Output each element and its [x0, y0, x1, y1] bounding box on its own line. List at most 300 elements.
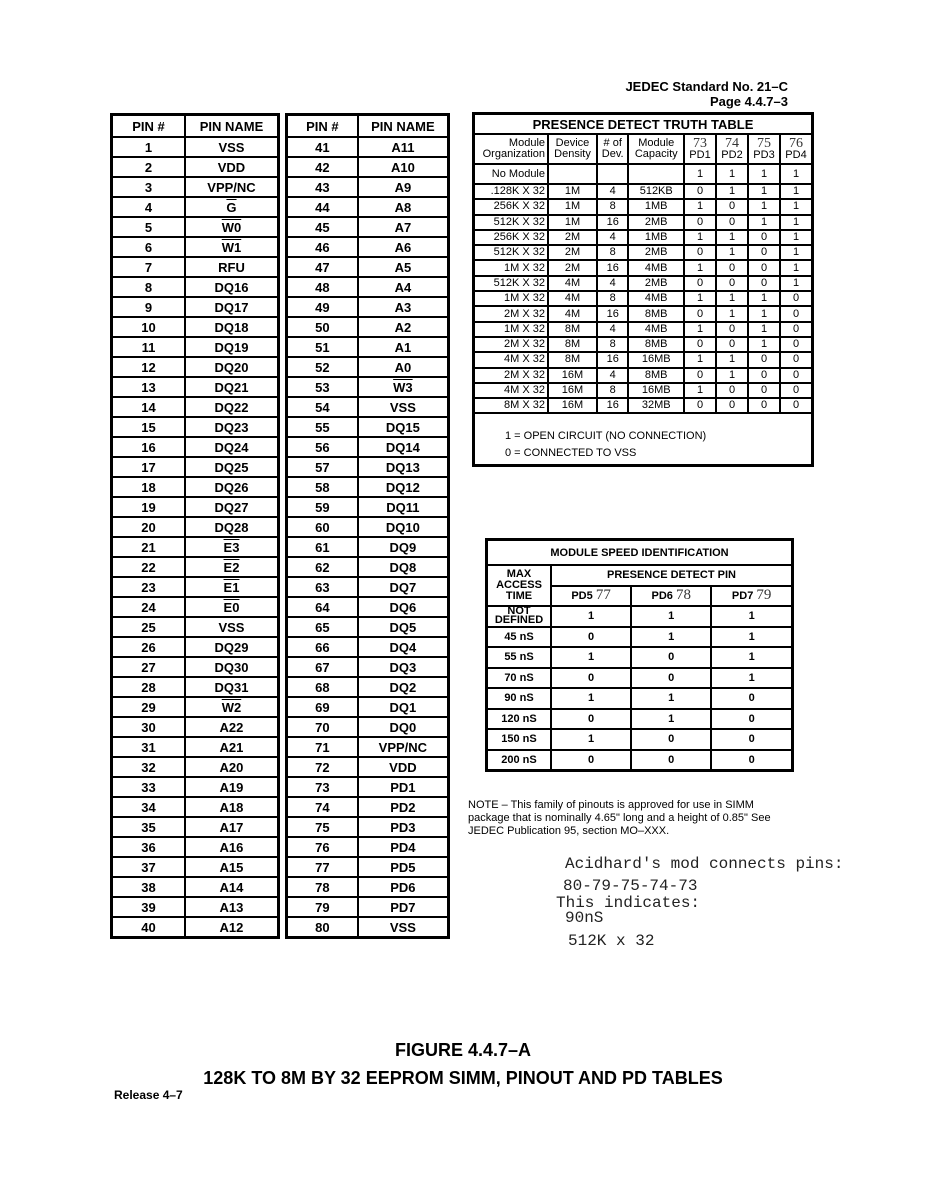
- pin-number: 8: [112, 277, 185, 297]
- pin-row: [287, 317, 449, 337]
- speed-cell: 0: [711, 688, 792, 709]
- pin-name: DQ1: [358, 697, 449, 717]
- pd-cell: 4MB: [628, 260, 684, 275]
- pin-row: [287, 257, 449, 277]
- pin-name: DQ29: [185, 637, 279, 657]
- pin-number: 13: [112, 377, 185, 397]
- pin-name: A20: [185, 757, 279, 777]
- pd-cell: 1M X 32: [474, 322, 549, 337]
- pin-name: DQ14: [358, 437, 449, 457]
- annotation-line-3: This indicates:: [556, 894, 701, 912]
- column-header-label: Device Density: [554, 137, 591, 160]
- pd-cell: 0: [684, 245, 716, 260]
- speed-cell: 0: [711, 729, 792, 750]
- pin-name: A19: [185, 777, 279, 797]
- pin-label: PD5: [571, 590, 593, 603]
- pin-name: E3: [185, 537, 279, 557]
- pin-number: 80: [287, 917, 358, 938]
- pd-cell: 256K X 32: [474, 199, 549, 214]
- pd-cell: 1: [716, 306, 748, 321]
- pin-row: [112, 917, 279, 938]
- pin-number: 47: [287, 257, 358, 277]
- pd-cell: 512K X 32: [474, 245, 549, 260]
- pin-row: [112, 237, 279, 257]
- handwritten-pin-number: 77: [595, 587, 611, 604]
- pin-row: [112, 637, 279, 657]
- pd-cell: 0: [716, 199, 748, 214]
- pd-cell: 1: [684, 230, 716, 245]
- pin-number: 55: [287, 417, 358, 437]
- pd-row: [474, 215, 813, 230]
- pd-row: [474, 199, 813, 214]
- pin-name: DQ3: [358, 657, 449, 677]
- pd-cell: 1: [780, 230, 813, 245]
- pin-name: A12: [185, 917, 279, 938]
- speed-row: [487, 688, 793, 709]
- pin-number: 17: [112, 457, 185, 477]
- pd-cell: 0: [716, 337, 748, 352]
- pin-name: DQ10: [358, 517, 449, 537]
- speed-cell: 45 nS: [487, 627, 552, 648]
- pin-number: 54: [287, 397, 358, 417]
- handwritten-pin-number: 75: [757, 135, 771, 151]
- pin-row: [112, 557, 279, 577]
- pin-name: DQ13: [358, 457, 449, 477]
- column-header: [780, 134, 813, 164]
- pin-number: 68: [287, 677, 358, 697]
- pin-name: A13: [185, 897, 279, 917]
- pd-cell: 0: [716, 276, 748, 291]
- pd-cell: 4M X 32: [474, 352, 549, 367]
- pin-name: DQ21: [185, 377, 279, 397]
- pin-row: [287, 177, 449, 197]
- speed-row: [487, 668, 793, 689]
- pd-cell: 4MB: [628, 322, 684, 337]
- pd-cell: 1: [748, 322, 780, 337]
- pd-cell: 1MB: [628, 199, 684, 214]
- column-header: [711, 586, 792, 607]
- figure-number: FIGURE 4.4.7–A: [394, 1040, 532, 1060]
- pd-cell: 1: [684, 383, 716, 398]
- pin-name: A21: [185, 737, 279, 757]
- pd-cell: 2M: [548, 245, 597, 260]
- pd-cell: 1: [748, 215, 780, 230]
- pd-row: [474, 337, 813, 352]
- pin-name: A14: [185, 877, 279, 897]
- pin-number: 49: [287, 297, 358, 317]
- pd-cell: 1M X 32: [474, 260, 549, 275]
- pd-cell: 8: [597, 199, 628, 214]
- pin-label: PD7: [731, 590, 754, 603]
- pin-name: VSS: [358, 917, 449, 938]
- pin-number: 25: [112, 617, 185, 637]
- speed-cell: NOT DEFINED: [487, 606, 552, 627]
- column-header: [748, 134, 780, 164]
- pin-number: 36: [112, 837, 185, 857]
- pin-number: 37: [112, 857, 185, 877]
- pin-row: [287, 777, 449, 797]
- pd-row: [474, 352, 813, 367]
- speed-cell: 1: [711, 606, 792, 627]
- pin-name: A4: [358, 277, 449, 297]
- handwritten-pin-number: 74: [725, 135, 739, 151]
- pin-row: [112, 657, 279, 677]
- pin-row: [287, 577, 449, 597]
- pd-cell: 2M: [548, 260, 597, 275]
- pd-row: [474, 260, 813, 275]
- pin-row: [287, 477, 449, 497]
- column-header-pin-name: PIN NAME: [358, 115, 449, 138]
- pin-number: 30: [112, 717, 185, 737]
- pd-cell: 512KB: [628, 184, 684, 199]
- pin-name: W0: [185, 217, 279, 237]
- pd-cell: 4M: [548, 306, 597, 321]
- pin-row: [112, 217, 279, 237]
- pin-row: [112, 817, 279, 837]
- pd-cell: 8MB: [628, 306, 684, 321]
- pd-cell: 1: [684, 199, 716, 214]
- column-header-label: PD2: [721, 148, 743, 161]
- pin-number: 76: [287, 837, 358, 857]
- annotation-line-1: Acidhard's mod connects pins:: [565, 855, 844, 873]
- pin-number: 73: [287, 777, 358, 797]
- note: NOTE – This family of pinouts is approved for use in SIMM package that is nominally 4.65" long and a height of 0.85" See JEDEC Publication 95, section MO–XXX.: [468, 799, 771, 837]
- pin-name: DQ0: [358, 717, 449, 737]
- pin-row: [112, 757, 279, 777]
- pin-row: [287, 917, 449, 938]
- module-speed-table: [485, 538, 794, 772]
- speed-row: [487, 647, 793, 668]
- pin-name: A16: [185, 837, 279, 857]
- pin-number: 16: [112, 437, 185, 457]
- pin-row: [112, 677, 279, 697]
- column-header-label: PD3: [753, 148, 775, 161]
- pd-cell: 0: [684, 337, 716, 352]
- pd-cell: 0: [780, 368, 813, 383]
- pd-cell: [597, 164, 628, 184]
- pin-name: A7: [358, 217, 449, 237]
- pd-cell: 1: [780, 276, 813, 291]
- pd-cell: 1: [716, 184, 748, 199]
- pd-cell: 0: [748, 276, 780, 291]
- pd-cell: 1: [684, 260, 716, 275]
- pin-name: A2: [358, 317, 449, 337]
- pin-name: DQ8: [358, 557, 449, 577]
- pin-name: DQ16: [185, 277, 279, 297]
- pd-cell: 1M: [548, 184, 597, 199]
- pin-name: A8: [358, 197, 449, 217]
- column-header: [716, 134, 748, 164]
- pd-cell: 1: [716, 352, 748, 367]
- pin-row: [287, 897, 449, 917]
- pin-row: [112, 537, 279, 557]
- pin-name: PD4: [358, 837, 449, 857]
- pin-number: 24: [112, 597, 185, 617]
- pin-number: 35: [112, 817, 185, 837]
- pin-name: DQ9: [358, 537, 449, 557]
- pd-cell: 8: [597, 383, 628, 398]
- pin-name: DQ24: [185, 437, 279, 457]
- pin-row: [112, 617, 279, 637]
- pd-cell: .128K X 32: [474, 184, 549, 199]
- speed-cell: 0: [551, 627, 631, 648]
- pd-cell: 2M X 32: [474, 368, 549, 383]
- pd-row: [474, 184, 813, 199]
- pd-cell: 512K X 32: [474, 215, 549, 230]
- pd-cell: 16: [597, 352, 628, 367]
- pd-cell: 4: [597, 368, 628, 383]
- pin-name: DQ26: [185, 477, 279, 497]
- pin-number: 65: [287, 617, 358, 637]
- pd-cell: 8MB: [628, 368, 684, 383]
- pd-row: [474, 368, 813, 383]
- pd-legend: [474, 413, 813, 466]
- pd-row: [474, 164, 813, 184]
- pin-table-left: [110, 113, 280, 939]
- pin-name: PD1: [358, 777, 449, 797]
- pd-cell: 0: [716, 398, 748, 413]
- pin-number: 61: [287, 537, 358, 557]
- pin-name: DQ20: [185, 357, 279, 377]
- pin-number: 19: [112, 497, 185, 517]
- pin-row: [287, 617, 449, 637]
- column-header: [548, 134, 597, 164]
- pin-number: 1: [112, 137, 185, 157]
- pin-name: DQ30: [185, 657, 279, 677]
- speed-cell: 1: [551, 606, 631, 627]
- pin-name: DQ25: [185, 457, 279, 477]
- pin-row: [287, 497, 449, 517]
- speed-cell: 90 nS: [487, 688, 552, 709]
- pin-row: [112, 337, 279, 357]
- pin-name: W1: [185, 237, 279, 257]
- speed-row: [487, 606, 793, 627]
- pin-row: [287, 557, 449, 577]
- pin-name: PD7: [358, 897, 449, 917]
- pd-cell: 8M: [548, 322, 597, 337]
- pd-row: [474, 383, 813, 398]
- pin-row: [112, 137, 279, 157]
- pd-cell: 512K X 32: [474, 276, 549, 291]
- pin-row: [287, 277, 449, 297]
- pin-number: 71: [287, 737, 358, 757]
- pin-row: [112, 877, 279, 897]
- pin-number: 75: [287, 817, 358, 837]
- pin-number: 63: [287, 577, 358, 597]
- pin-number: 59: [287, 497, 358, 517]
- pd-cell: 1: [684, 164, 716, 184]
- legend-line: 1 = OPEN CIRCUIT (NO CONNECTION): [505, 430, 707, 443]
- pin-row: [112, 837, 279, 857]
- pin-name: A10: [358, 157, 449, 177]
- pin-row: [112, 777, 279, 797]
- pd-title-row: [474, 114, 813, 135]
- pin-name: DQ4: [358, 637, 449, 657]
- pin-name: VDD: [358, 757, 449, 777]
- pd-cell: 0: [716, 322, 748, 337]
- pd-cell: 1: [716, 164, 748, 184]
- pin-number: 6: [112, 237, 185, 257]
- pin-name: RFU: [185, 257, 279, 277]
- speed-cell: 1: [631, 688, 711, 709]
- pin-name: A17: [185, 817, 279, 837]
- pd-cell: 32MB: [628, 398, 684, 413]
- pin-number: 43: [287, 177, 358, 197]
- pin-name: $\overline{G}$: [185, 197, 279, 217]
- pin-number: 33: [112, 777, 185, 797]
- pin-row: [287, 217, 449, 237]
- pin-number: 79: [287, 897, 358, 917]
- pin-number: 5: [112, 217, 185, 237]
- pin-number: 70: [287, 717, 358, 737]
- speed-cell: 55 nS: [487, 647, 552, 668]
- pd-cell: 4: [597, 184, 628, 199]
- handwritten-pin-number: 76: [789, 135, 803, 151]
- pin-number: 26: [112, 637, 185, 657]
- pin-row: [112, 477, 279, 497]
- pd-cell: 0: [780, 291, 813, 306]
- pin-row: [112, 297, 279, 317]
- pin-number: 34: [112, 797, 185, 817]
- pin-number: 14: [112, 397, 185, 417]
- pd-cell: 0: [748, 245, 780, 260]
- pin-name: DQ7: [358, 577, 449, 597]
- pin-number: 7: [112, 257, 185, 277]
- pin-table-header: [287, 115, 449, 138]
- pin-number: 9: [112, 297, 185, 317]
- column-header-label: Module Organization: [482, 137, 545, 160]
- pin-number: 45: [287, 217, 358, 237]
- pd-cell: 1M: [548, 199, 597, 214]
- column-header: [597, 134, 628, 164]
- pd-cell: 1M X 32: [474, 291, 549, 306]
- pin-name: A11: [358, 137, 449, 157]
- column-header-label: Module Capacity: [634, 137, 678, 160]
- speed-row: [487, 729, 793, 750]
- column-header-pin: PIN #: [287, 115, 358, 138]
- pd-cell: 8: [597, 291, 628, 306]
- pd-row: [474, 322, 813, 337]
- pd-cell: 8: [597, 245, 628, 260]
- pin-row: [287, 437, 449, 457]
- pin-row: [287, 877, 449, 897]
- pd-cell: 1: [684, 291, 716, 306]
- pin-number: 32: [112, 757, 185, 777]
- pd-cell: 16M: [548, 398, 597, 413]
- pin-row: [287, 657, 449, 677]
- pd-row: [474, 245, 813, 260]
- pin-row: [287, 197, 449, 217]
- pd-cell: 16M: [548, 383, 597, 398]
- pd-cell: 2MB: [628, 276, 684, 291]
- pd-cell: 1: [748, 291, 780, 306]
- speed-cell: 1: [551, 647, 631, 668]
- speed-cell: 70 nS: [487, 668, 552, 689]
- pd-cell: 4M: [548, 291, 597, 306]
- pd-cell: 0: [716, 383, 748, 398]
- pin-table-header: [112, 115, 279, 138]
- pin-name: A9: [358, 177, 449, 197]
- pin-row: [287, 797, 449, 817]
- pd-cell: 0: [780, 383, 813, 398]
- pin-row: [112, 417, 279, 437]
- speed-cell: 1: [711, 647, 792, 668]
- speed-cell: 0: [551, 709, 631, 730]
- pin-name: DQ5: [358, 617, 449, 637]
- pd-cell: 0: [748, 230, 780, 245]
- pin-number: 31: [112, 737, 185, 757]
- speed-cell: 1: [631, 606, 711, 627]
- speed-cell: 0: [631, 750, 711, 771]
- pd-row: [474, 291, 813, 306]
- column-header-label: PD1: [689, 148, 711, 161]
- pd-cell: 1: [716, 245, 748, 260]
- pin-row: [112, 457, 279, 477]
- speed-cell: 0: [711, 750, 792, 771]
- pin-row: [112, 317, 279, 337]
- pd-cell: 8MB: [628, 337, 684, 352]
- pin-row: [287, 837, 449, 857]
- speed-cell: 0: [631, 647, 711, 668]
- pin-name: DQ17: [185, 297, 279, 317]
- pd-cell: 4: [597, 230, 628, 245]
- pin-name: DQ23: [185, 417, 279, 437]
- column-header: [631, 586, 711, 607]
- speed-cell: 0: [631, 668, 711, 689]
- pd-cell: 16M: [548, 368, 597, 383]
- pin-table-right: [285, 113, 450, 939]
- pin-number: 51: [287, 337, 358, 357]
- speed-cell: 1: [551, 729, 631, 750]
- pin-number: 28: [112, 677, 185, 697]
- column-header-pin: PIN #: [112, 115, 185, 138]
- pd-row: [474, 306, 813, 321]
- speed-cell: 1: [711, 668, 792, 689]
- speed-cell: 0: [631, 729, 711, 750]
- pin-number: 41: [287, 137, 358, 157]
- pin-number: 48: [287, 277, 358, 297]
- pin-row: [112, 177, 279, 197]
- pd-cell: 4MB: [628, 291, 684, 306]
- pin-number: 27: [112, 657, 185, 677]
- pin-row: [287, 297, 449, 317]
- pd-cell: [548, 164, 597, 184]
- pd-cell: 16: [597, 215, 628, 230]
- speed-table-title: MODULE SPEED IDENTIFICATION: [487, 540, 793, 566]
- pin-number: 50: [287, 317, 358, 337]
- pin-row: [287, 857, 449, 877]
- pin-row: [112, 737, 279, 757]
- pin-number: 39: [112, 897, 185, 917]
- pin-name: DQ18: [185, 317, 279, 337]
- pd-cell: 0: [748, 352, 780, 367]
- presence-detect-truth-table: [472, 112, 814, 467]
- pin-row: [112, 577, 279, 597]
- pd-cell: 0: [684, 184, 716, 199]
- handwritten-pin-number: 79: [756, 587, 772, 604]
- pd-cell: 16: [597, 306, 628, 321]
- release: Release 4–7: [114, 1088, 183, 1102]
- column-header: [684, 134, 716, 164]
- pin-number: 52: [287, 357, 358, 377]
- handwritten-pin-number: 73: [693, 135, 707, 151]
- pd-cell: 4: [597, 322, 628, 337]
- pin-row: [287, 697, 449, 717]
- pin-row: [287, 517, 449, 537]
- column-header: [474, 134, 549, 164]
- pin-name: PD6: [358, 877, 449, 897]
- pin-name: A6: [358, 237, 449, 257]
